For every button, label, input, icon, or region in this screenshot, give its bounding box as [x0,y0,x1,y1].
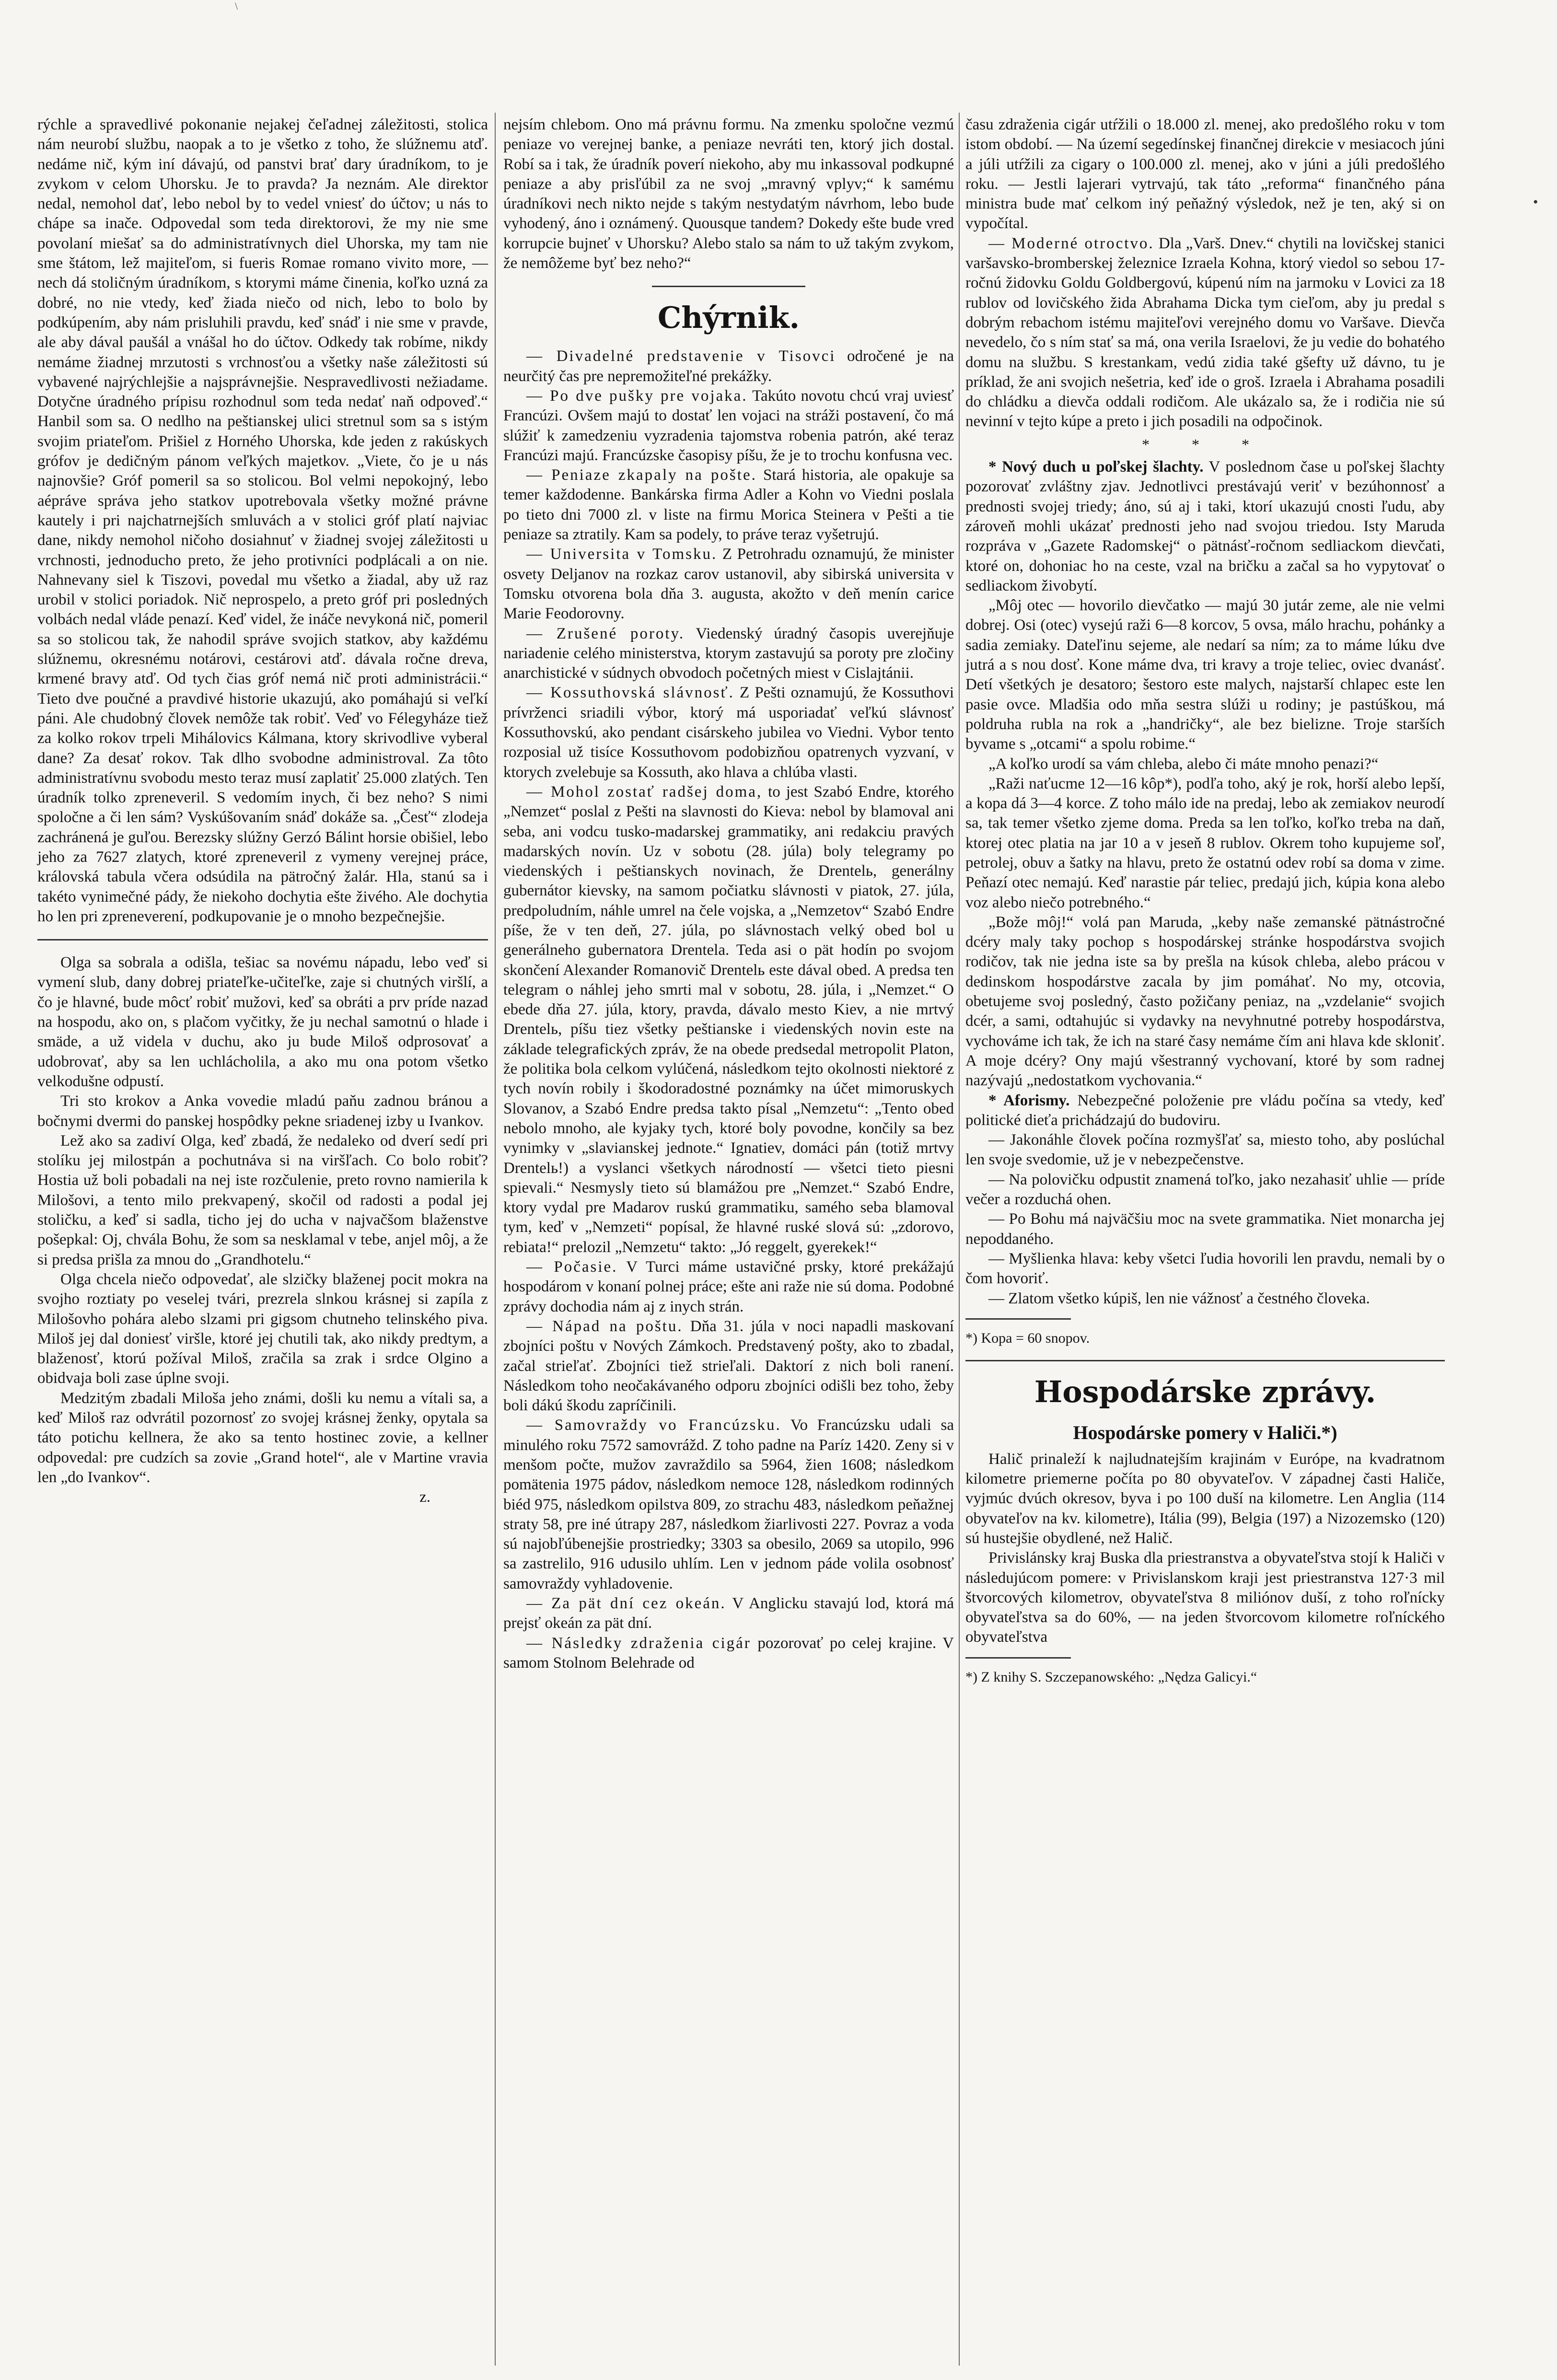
news-text: Dla „Varš. Dnev.“ chytili na lovičskej stanici varšavsko-bromberskej železnice Izraela Kohna, ktorý viedol so sebou 17-ročnú židovku Goldu Goldbergovú, kúpenú ním na jarmoku v Lovici za 18 rublov od lovičského žida Abrahama Dicka tym cieľom, aby ju predal s dobrým rebachom istému majiteľovi verejného domu vo Varšave. Dievča nevedelo, čo s ním stať sa má, ona verila Israelovi, že ju vedie do bohatého domu na službu. S krestankam, vedú zidia také gšefty už dávno, tu je príklad, že ani svojich nešetria, keď ide o groš. Izraela i Abrahama posadili do chládku a dievča oddali rodičom. Ale ukázalo sa, že i rodičia nie sú nevinní v tejto kúpe a preto i jich posadili na odpočinok. [965,234,1445,430]
news-item [503,1257,954,1317]
column-divider [495,113,496,2366]
news-item [503,386,954,465]
news-item [965,234,1445,432]
news-lead: * Aforismy. [988,1091,1070,1109]
news-item [503,683,954,782]
news-item [503,1594,954,1634]
news-item [965,1091,1445,1131]
article-paragraph: Halič prinaleží k najludnatejším krajinám v Európe, na kvadratnom kilometre priemerne počíta po 80 obyvateľov. V západnej časti Haliče, vyjmúc dvúch okresov, byva i po 100 duší na kilometre. Len Anglia (114 obyvateľov na kv. kilometre), Itália (99), Belgia (197) a Nizozemsko (120) sú hustejšie obydlené, než Halič. [965,1450,1445,1547]
news-paragraph: „A koľko urodí sa vám chleba, alebo či máte mnoho penazi?“ [988,755,1379,773]
footnote-divider [965,1318,1071,1320]
feuilleton-paragraph: Tri sto krokov a Anka vovedie mladú paňu zadnou bránou a bočnymi dvermi do panskej hospôdky pekne sriadenej izby u Ivankov. [37,1092,488,1130]
footnote-divider [965,1657,1071,1659]
news-lead: * Nový duch u poľskej šlachty. [988,458,1204,476]
author-signature: z. [419,1488,430,1506]
news-text: Takúto novotu chcú vraj uviesť Francúzi. Ovšem majú to dostať len vojaci na stráži postavení, čo má slúžiť k zamedzeniu vyzradenia tajomstva robenia patrón, aké teraz Francúzi majú. Francúzske časopisy píšu, že je to trochu konfusna vec. [503,387,954,464]
section-title: Hospodárske zprávy. [1034,1374,1376,1409]
aphorism: — Myšlienka hlava: keby všetci ľudia hovorili len pravdu, nemali by o čom hovoriť. [965,1250,1445,1288]
news-item [503,465,954,545]
feuilleton-paragraph: Medzitým zbadali Miloša jeho známi, došli ku nemu a vítali sa, a keď Miloš raz odvrátil pozornosť zo svojej krásnej ženky, opytala sa táto potichu kellnera, že ako sa tento hostinec zovie, a kellner odpovedal: pre cudzích sa zovie „Grand hotel“, ale v Martine vravia len „do Ivankov“. [37,1389,488,1486]
news-text: času zdraženia cigár utŕžili o 18.000 zl. menej, ako predošlého roku v tom istom období. — Na území segedínskej finančnej direkcie v mesiacoch júni a júli utŕžili za cigary o 100.000 zl. menej, ako v júni a júli predošlého roku. — Jestli lajerari vytrvajú, tak táto „reforma“ finančného pána ministra bude mať celkom iný peňažný výsledok, než je ten, aký si on vypočítal. [965,116,1445,232]
article-paragraph: Privislánsky kraj Buska dla priestranstva a obyvateľstva stojí k Haliči v následujúcom pomere: v Privislanskom kraji jest priestranstva 127·3 mil štvorcových kilometrov, obyvateľstva 8 miliónov duší, z toho roľnícky obyvateľstva sa do 60%, — na jeden štvorcovom kilometre roľníckého obyvateľstva [965,1549,1445,1646]
news-text: Z Petrohradu oznamujú, že minister osvety Deljanov na rozkaz carov ustanovil, aby sibirská universita v Tomsku otvorena bola dňa 3. augusta, akožto v deň menín carice Marie Feodorovny. [503,546,954,623]
news-text: Viedenský úradný časopis uverejňuje nariadenie celého ministerstva, ktorym zastavujú sa poroty pre zločiny anarchistické v súdnych obvodoch početných miest v Cislajtánii. [503,625,954,682]
news-lead: — Po dve pušky pre vojaka. [526,387,748,405]
news-item [503,624,954,684]
aphorism: — Jakonáhle človek počína rozmyšľať sa, miesto toho, aby poslúchal len svoje svedomie, už je v nebezpečenstve. [965,1131,1445,1169]
divider [965,1360,1445,1361]
aphorism: — Po Bohu má najväčšiu moc na svete grammatika. Niet monarchа jej nepoddaného. [965,1210,1445,1248]
news-lead: — Moderné otroctvo. [988,234,1154,252]
news-lead: — Nápad na poštu. [526,1317,683,1335]
news-text: Vo Francúzsku udali sa minulého roku 7572 samovrážd. Z toho padne na Paríz 1420. Zeny si v menšom počte, mužov zavraždilo sa 5964, žien 1608; následkom pomätenia 1975 pádov, následkom nemoce 128, následkom rodinných biéd 975, následkom opilstva 809, zo strachu 483, následkom peňažnej straty 58, pre iné útrapy 287, následkom žiarlivosti 227. Povraz a voda sú najobľúbenejšie prostriedky; 3303 sa obesilo, 2069 sa utopilo, 996 sa zastrelilo, 916 udusilo uhlím. Len v jednom páde volila osobnosť samovraždy vyhladovenie. [503,1416,954,1592]
article-paragraph: rýchle a spravedlivé pokonanie nejakej čeľadnej záležitosti, stolica nám neurobí službu, naopak a to je všetko z toho, že slúžnemu atď. nedáme nič, kým iní dávajú, od panstvi brať dary úradníkom, to je zvykom v celom Uhorsku. Je to pravda? Ja neznám. Ale direktor nedal, nemohol dať, lebo nebol by to vedel vniesť do účtov; u nás to chápe sa inače. Odpovedal som teda direktorovi, že my nie sme povolaní miešať sa do administratívnych diel Uhorska, my tam nie sme štátom, lež majiteľom, si fueris Romae romano vivito more, — nech dá stoličným úradníkom, s ktorymi máme činenia, koľko uzná za dobré, no nie vtedy, keď žiada niečo od nich, lebo to bolo by podkúpením, aby nám prisluhili pravdu, keď snáď i nie sme v pravde, ale aby dával paušál a vnášal ho do účtov. Odkedy tak robíme, nikdy nemáme žiadnej mrzutosti s vrchnosťou a všetky naše záležitosti sú vybavené najrýchlejšie a najsprávnejšie. Nespravedlivosti nežiadame. Dotyčne úradného prípisu rozhodnul som teda nedať naň odpoveď.“ Hanbil som sa. O nedlho na peštianskej ulici stretnul som sa s istým svojim priateľom. Prišiel z Horného Uhorska, kde jeden z rakúskych grófov je dedičným pánom veľkých majetkov. „Viete, čo je u nás najnovšie? Gróf pomeril sa so stolicou. Bol velmi nepokojný, lebo aépráve správa jeho statkov upotrebovala všetky možné právne kautely i pri najchatrnejších smluvách a v stolici gróf platí najviac dane, nikdy nemohol ničoho dosiahnuť v žiadnej svojej záležitosti u vrchnosti, jednoducho preto, že jeho protivníci podplácali a on nie. Nahnevany siel k Tiszovi, povedal mu všetko a žiadal, aby už raz urobil v stolici poriadok. Nič neprospelo, a preto gróf pri posledných volbách nedal vláde penazí. Keď videl, že ináče nevykoná nič, pomeril sa so stolicou tak, že nahodil správe svojich statkov, aby každému slúžnemu, okresnému notárovi, cestárovi atď. dávala ročne dreva, krmené bravy atď. Od tych čias gróf nemá nič proti administrácii.“ Tieto dve poučné a pravdivé historie ukazujú, ako pomáhajú si veľkí páni. Ale chudobný človek nemôže tak robiť. Veď vo Félegyháze tiež za kolko rokov trpeli Mihálovics Kálmana, ktory skrivodlive vyberal dane? Za desať rokov. Tak dlho svobodne administroval. Za tôto administratívnu svobodu mesto teraz musí zaplatiť 25.000 zlatých. Ten úradník tolko zpreneveril. S vedomím inych, či bez neho? S nimi spoločne a či len sám? Vyskúšovaním snáď dokáže sa. „Česť“ zlodeja zachránená je guľou. Berezsky slúžny Gerzó Bálint horsie obišiel, lebo jeho za 7627 zlatych, ktoré zpreneveril z vymeny verejnej práce, královská tabula včera odsúdila na pätročný žalár. Hla, stanú sa i takéto vynimečné pády, že niekoho dochytia ešte živého. Ale dochytia ho len pri zpreneverení, podkupovanie je o mnoho bezpečnejšie. [37,116,488,925]
section-title: Chýrnik. [657,300,800,336]
news-text: V Turci máme ustavičné prsky, ktoré prekážajú hospodárom v konaní polnej práce; ešte ani raže nie sú doma. Podobné zprávy dochodia nám aj z inych strán. [503,1258,954,1315]
news-lead: — Následky zdraženia cigár [526,1634,751,1652]
aphorism: — Na polovičku odpustit znamená toľko, jako nezahasiť uhlie — príde večer a rozduchá ohen. [965,1171,1445,1208]
column-1 [37,115,488,1507]
news-text: pozorovať po celej krajine. V samom Stolnom Belehrade od [503,1634,954,1672]
news-lead: — Počasie. [526,1258,618,1276]
news-paragraph: „Bože môj!“ volá pan Maruda, „keby naše zemanské pätnástročné dcéry maly taky pochop s hospodárskej stránke hospodárstva svojich rodičov, tak nie jedna iste sa by prešla na kúsok chleba, alebo prácou v dedinskom hospodárstve zacala by jim pomáhať. No my, otcovia, obetujeme svoj posledný, často požičany peniaz, na „vzdelanie“ svojich dcér, a sami, odtahujúc si vydavky na nevyhnutné potreby hospodárstva, vychováme ich tak, že ich na staré časy nemáme čím ani hlava kde skloniť. A moje dcéry? Ony majú všestranný vychovaní, ktoré by som radnej nazývajú „nedostatkom vychovania.“ [965,913,1445,1090]
column-divider [959,113,960,2366]
divider [652,286,805,287]
aphorism: — Zlatom všetko kúpiš, len nie vážnosť a čestného človeka. [988,1289,1370,1307]
news-lead: — Zrušené poroty. [526,625,685,642]
news-item [503,782,954,1257]
feuilleton-paragraph: Olga chcela niečo odpovedať, ale slzičky blaženej pocit mokra na svojho roztiaty po veselej tvári, prezrela slnkou krásnej si zapíla z Milošovho pohára alebo slzami pri gigsom chutneho telinského piva. Miloš jej dal doniesť viršle, ktoré jej chutili tak, ako nikdy predtym, a blaženosť, ktorú požíval Miloš, zračila sa zrak i srdce Olgino a obidvaja boli zase úplne svoji. [37,1270,488,1387]
news-item [503,1634,954,1673]
feuilleton-paragraph: Lež ako sa zadiví Olga, keď zbadá, že nedaleko od dverí sedí pri stolíku jej milostpán a pochutnáva si na viršľach. Co bolo robiť? Hostia už boli pobadali na nej iste rozčulenie, preto rovno namierila k Milošovi, a tento milo prekvapený, skočil od radosti a podal jej stoličku, a keď si sadla, ticho jej do ucha v najvačšom blaženstve pošepkal: Oj, chvála Bohu, že som sa nesklamal v tebe, anjel môj, a že si predsa prišla za mnou do „Grandhotelu.“ [37,1132,488,1268]
news-text: Stará historia, ale opakuje sa temer každodenne. Bankárska firma Adler a Kohn vo Viedni poslala po tieto dni 7000 zl. v liste na firmu Moricа Steinera v Pešti a tie peniaze sa ztratily. Kam sa podely, to práve teraz vyšetrujú. [503,466,954,544]
article-paragraph: nejsím chlebom. Ono má právnu formu. Na zmenku spoločne vezmú peniaze vo verejnej banke, a peniaze nevráti ten, ktorý jich dostal. Robí sa i tak, že úradník poverí niekoho, aby mu inkassoval podkupné peniaze a aby prisľúbil za ne svoj „mravný vplyv;“ k samému úradníkovi nech nikto nejde s takým nestydatým návrhom, lebo bude vyhodený, áno i oznámený. Quousque tandem? Dokedy ešte bude vred korrupcie bujneť v Uhorsku? Alebo stalo sa nám to už takým zvykom, že nemôžeme byť bez neho?“ [503,116,954,272]
news-text: odročené je na neurčitý čas pre nepremožiteľné prekážky. [503,348,954,385]
article-title: Hospodárske pomery v Haliči.*) [1073,1421,1337,1443]
news-text: Z Pešti oznamujú, že Kossuthovi prívrženci sriadili výbor, ktorý má usporiadať veľkú slávnosť Kossuthovskú, ako pendant cisárskeho jubilea vo Viedni. Vybor tento rozposial už tisíce Kossuthovom podobizňou opatrenych vyzvaní, v ktorych zvelebuje sa Kossuth, ako hlava a chlúba vlasti. [503,684,954,781]
news-lead: — Samovraždy vo Francúzsku. [526,1416,781,1434]
news-text: Nebezpečné položenie pre vládu počína sa vtedy, keď politické dieťa prichádzajú do budoviru. [965,1091,1445,1129]
footnote: *) Z knihy S. Szczepanowského: „Nędza Galicyi.“ [965,1669,1257,1685]
news-lead: — Universita v Tomsku. [526,546,718,563]
news-text: Dňa 31. júla v noci napadli maskovaní zbojníci poštu v Nových Zámkoch. Predstavený pošty, ako to zbadal, začal strieľať. Zbojníci tiež strieľali. Daktorí z nich boli ranení. Následkom toho neočakávaného odporu zbojníci odišli bez toho, žeby boli dákú škodu zapríčinili. [503,1317,954,1415]
divider [37,939,488,940]
news-item [503,1317,954,1416]
margin-mark: • [1533,194,1538,210]
news-lead: — Za pät dní cez okeán. [526,1595,726,1613]
section-stars: * * * [1142,435,1268,453]
column-3 [965,115,1445,1686]
news-lead: — Divadelné predstavenie v Tisovci [526,348,836,365]
news-lead: — Peniaze zkapaly na pošte. [526,466,757,484]
news-lead: — Kossuthovská slávnosť. [526,684,734,702]
footnote: *) Kopa = 60 snopov. [965,1330,1090,1346]
news-item [503,347,954,386]
top-edge-mark: \ [235,0,238,12]
news-paragraph: „Raži naťucme 12—16 kôp*), podľa toho, aký je rok, horší alebo lepší, a kopa dá 3—4 korce. Z toho málo ide na predaj, lebo ak zemiakov neurodí sa, tak temer všetko zjeme doma. Preda sa len toľko, koľko treba na daň, ktorej otec platia na jar 10 a v jeseň 8 rublov. Okrem toho kupujeme soľ, petrolej, obuv a šatky na hlavu, preto že ostatnú odev robí sa doma v zime. Peňazí otec nemajú. Keď narastie pár teliec, predajú jich, kúpia kona alebo voz alebo niečo potrebného.“ [965,775,1445,911]
news-paragraph: „Môj otec — hovorilo dievčatko — majú 30 jutár zeme, ale nie velmi dobrej. Osi (otec) vysejú raži 6—8 korcov, 5 ovsa, málo hrachu, pohánky a sadia zemiaky. Dateľinu sejeme, ale nedarí sa ním; za to máme lúku dve jutrá a s nou dosť. Kone máme dva, tri kravy a troje teliec, oviec dvanásť. Detí všetkých je desatoro; šestoro este malych, najstarší chlapec este len pasie ovce. Mladšia odo mňa sestra slúži u rodiny; je pastúškou, má poldruha rubla na rok a „handričky“, ale bez bielizne. Troje starších byvame s „otcami“ a spolu robime.“ [965,597,1445,753]
news-item [965,457,1445,596]
news-text: to jest Szabó Endre, ktorého „Nemzet“ poslal z Pešti na slavnosti do Kieva: nebol by blamoval ani seba, ani vodcu tusko-madarskej grammatiky, ani redakciu pravých madarských novín. Uz v sobotu (28. júla) boly telegramy po viedenských i peštianskych novinach, že Drentelь, generálny gubernátor kievsky, na samom počiatku slávnosti v piatok, 27. júla, predpoludním, náhle umrel na čele vojska, a „Nemzetov“ Szabó Endre píše, že v ten deň, 27. júla, po slávnostach velký obed bol u generálneho gubernatora Drentela. Tedа asi o pät hodín po svojom skončení Alexander Romanovič Drentelь este dával obed. A predsa ten telegram o náhlej jeho smrti mal v sobotu, 28. júla, i „Nemzet.“ O ebede dňa 27. júla, ktory, pravda, dávalo mesto Kiev, a nie mrtvý Drentelь, píšu tiez všetky peštianske i viedenských novin este na základe telegrafických zpráv, že na obede predsedal metropolit Platon, že politika bola celkom vylúčená, následkom tejto okolnosti niektoré z tych novín robily i škodoradostné poznámky na účet mimoruskych Slovanov, a Szabó Endre predsa takto písal „Nemzetu“: „Tentо obed nebolo mnoho, ale kyjaky tych, ktoré boly povodne, končily sa bez vynimky v „slavianskej jednote.“ Ignatiev, domáci pán (totiž mrtvy Drentelь!) a vyslanci všetkych národností — všetci tieto piesni spievali.“ Nesmysly tieto sú blamážou pre „Nemzet.“ Szabó Endre, ktory vydal pre Madarov ruskú grammatiku, samého seba blamoval tym, keď v „Nemzeti“ popísal, že hlavné ruské slová sú: „zdorovo, rebiata!“ prelozil „Nemzetu“ takto: „Jó reggelt, gyerekek!“ [503,783,954,1256]
news-lead: — Mohol zostať radšej doma, [526,783,763,801]
news-text: V Anglicku stavajú lod, ktorá má prejsť okeán za pät dní. [503,1595,954,1632]
news-item [503,1416,954,1594]
feuilleton-paragraph: Olga sa sobrala a odišla, tešiac sa novému nápadu, lebo veď si vymení slub, dany dobrej priateľke-učiteľke, zaje si chutných viršlí, a čo je hlavné, bude môcť robiť mužovi, keď sa obráti a prv príde nazad na hospodu, ako on, s plačom vyčitky, že ju nechal samotnú o hlade i smäde, a už videla v duchu, ako ju bude Miloš odprosovať a udobrovať, aby sa len uchlácholila, a ako mu ona potom všetko velkodušne odpustí. [37,954,488,1090]
news-item [503,545,954,624]
news-text: V poslednom čase u poľskej šlachty pozorovať zvláštny zjav. Jednotlivci prestávajú veriť v bezúhonnosť a prednosti svojej triedy; áno, sú aj i taki, ktorí ukazujú cnosti ľudu, aby zároveň mohli ukázať prednosti jeho nad svojou triedou. Isty Maruda rozpráva v „Gazete Radomskej“ o pätnásť-ročnom sedliackom dievčati, ktoré on, dohoniac ho na ceste, vzal na bričku a začal sa ho vypytovať o sedliackom živobytí. [965,458,1445,594]
column-2 [503,115,954,1673]
